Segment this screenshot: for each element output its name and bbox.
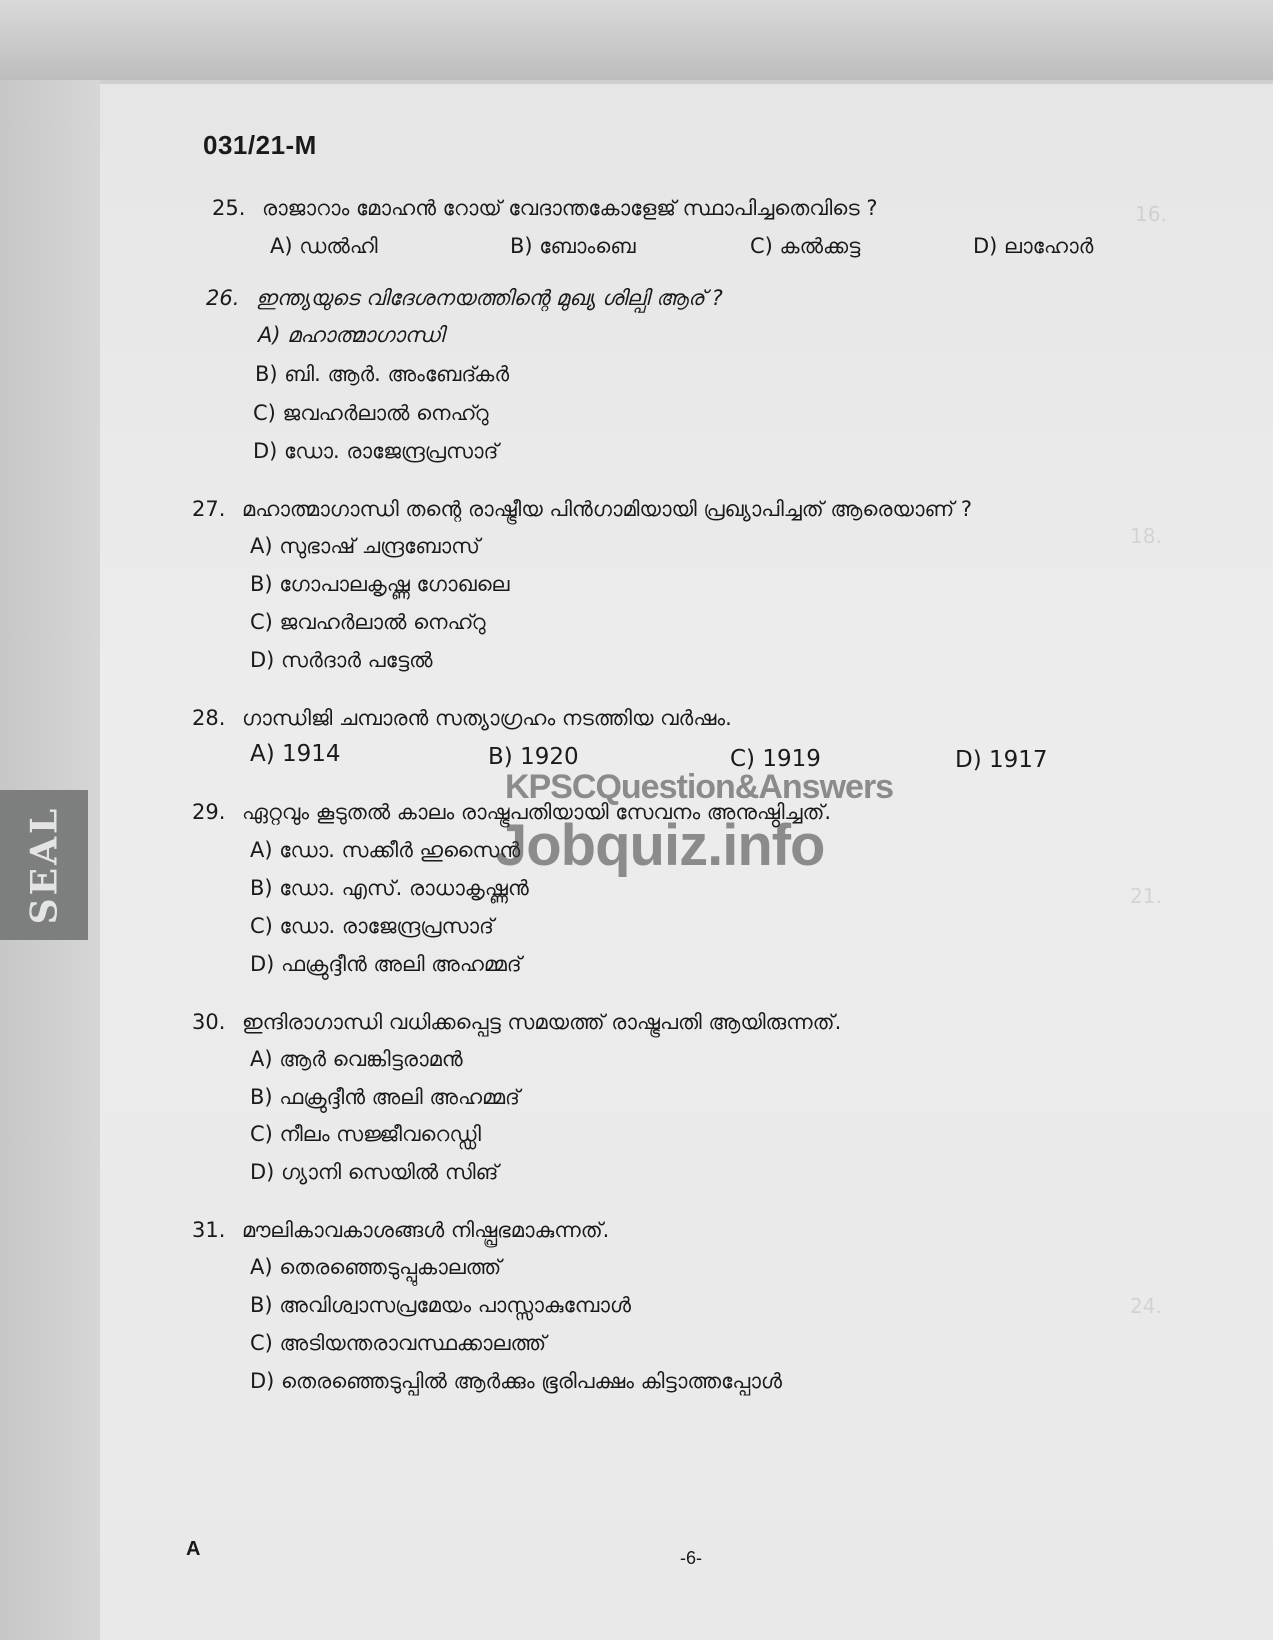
option-a: A) ഡൽഹി (270, 234, 378, 258)
question-text: ഗാന്ധിജി ചമ്പാരൻ സത്യാഗ്രഹം നടത്തിയ വർഷം. (242, 706, 732, 730)
watermark-line-2: Jobquiz.info (495, 813, 825, 878)
question-number: 26. (206, 286, 240, 310)
option-b: B) ഫക്രുദ്ദീൻ അലി അഹമ്മദ് (250, 1085, 520, 1109)
question-text: മഹാത്മാഗാന്ധി തന്റെ രാഷ്ട്രീയ പിൻഗാമിയായി പ്രഖ്യാപിച്ചത് ആരെയാണ് ? (242, 497, 972, 521)
bleed-through-mark: 21. (1130, 884, 1162, 908)
option-a: A) ആർ വെങ്കിട്ടരാമൻ (250, 1047, 463, 1071)
question-text: മൗലികാവകാശങ്ങൾ നിഷ്പ്രഭമാകുന്നത്. (242, 1218, 610, 1242)
option-c: C) ജവഹർലാൽ നെഹ്റു (253, 401, 489, 425)
option-d: D) ഫക്രുദ്ദീൻ അലി അഹമ്മദ് (250, 952, 522, 976)
seal-stamp (0, 790, 88, 940)
option-d: D) ലാഹോർ (973, 234, 1094, 258)
paper-code: 031/21-M (203, 130, 317, 160)
bleed-through-mark: 24. (1130, 1294, 1162, 1318)
page-number: -6- (680, 1548, 702, 1568)
question-text: രാജാറാം മോഹൻ റോയ് വേദാന്തകോളേജ് സ്ഥാപിച്ചതെവിടെ ? (262, 196, 878, 220)
question-text: ഇന്ത്യയുടെ വിദേശനയത്തിന്റെ മുഖ്യ ശില്പി ആര് ? (256, 286, 723, 310)
question-text: ഏറ്റവും കൂടുതൽ കാലം രാഷ്ട്രപതിയായി സേവനം അനുഷ്ഠിച്ചത്. (242, 800, 832, 824)
option-c: C) കൽക്കട്ട (750, 234, 861, 258)
option-d: D) ഡോ. രാജേന്ദ്രപ്രസാദ് (253, 439, 499, 463)
question-text: ഇന്ദിരാഗാന്ധി വധിക്കപ്പെട്ട സമയത്ത് രാഷ്ട്രപതി ആയിരുന്നത്. (242, 1010, 842, 1034)
option-a: A) മഹാത്മാഗാന്ധി (258, 323, 444, 347)
question-number: 31. (192, 1218, 226, 1242)
question-28 (192, 706, 732, 731)
option-a: A) ഡോ. സക്കീർ ഹുസൈൻ (250, 838, 521, 862)
question-26 (206, 286, 723, 311)
watermark-line-1: KPSCQuestion&Answers (505, 768, 894, 806)
question-number: 30. (192, 1010, 226, 1034)
option-b: B) ഗോപാലകൃഷ്ണ ഗോഖലെ (250, 572, 510, 596)
seal-text: SEAL (23, 805, 65, 925)
option-c: C) 1919 (730, 746, 821, 772)
option-c: C) ഡോ. രാജേന്ദ്രപ്രസാദ് (250, 914, 494, 938)
option-d: D) ഗ്യാനി സെയിൽ സിങ് (250, 1160, 499, 1184)
question-number: 29. (192, 800, 226, 824)
scan-background-top (0, 0, 1273, 80)
set-code: A (186, 1538, 201, 1560)
option-d: D) തെരഞ്ഞെടുപ്പിൽ ആർക്കും ഭൂരിപക്ഷം കിട്ടാത്തപ്പോൾ (250, 1369, 782, 1393)
option-b: B) ബി. ആർ. അംബേദ്കർ (255, 362, 510, 386)
question-number: 28. (192, 706, 226, 730)
question-31 (192, 1218, 609, 1243)
option-b: B) ഡോ. എസ്. രാധാകൃഷ്ണൻ (250, 876, 529, 900)
option-d: D) സർദാർ പട്ടേൽ (250, 648, 433, 672)
option-b: B) അവിശ്വാസപ്രമേയം പാസ്സാകുമ്പോൾ (250, 1293, 631, 1317)
question-number: 25. (212, 196, 246, 220)
option-c: C) ജവഹർലാൽ നെഹ്റു (250, 610, 486, 634)
bleed-through-mark: 18. (1130, 524, 1162, 548)
question-30 (192, 1010, 841, 1035)
option-b: B) ബോംബെ (510, 234, 636, 258)
question-27 (192, 497, 972, 522)
bleed-through-mark: 16. (1135, 202, 1167, 226)
option-c: C) നീലം സജ്ജീവറെഡ്ഡി (250, 1122, 481, 1146)
option-d: D) 1917 (955, 747, 1048, 773)
option-a: A) 1914 (250, 741, 341, 767)
option-a: A) തെരഞ്ഞെടുപ്പുകാലത്ത് (250, 1255, 502, 1279)
question-25 (212, 196, 877, 221)
option-c: C) അടിയന്തരാവസ്ഥക്കാലത്ത് (250, 1331, 547, 1355)
question-number: 27. (192, 497, 226, 521)
option-b: B) 1920 (488, 744, 579, 770)
option-a: A) സുഭാഷ് ചന്ദ്രബോസ് (250, 534, 480, 558)
